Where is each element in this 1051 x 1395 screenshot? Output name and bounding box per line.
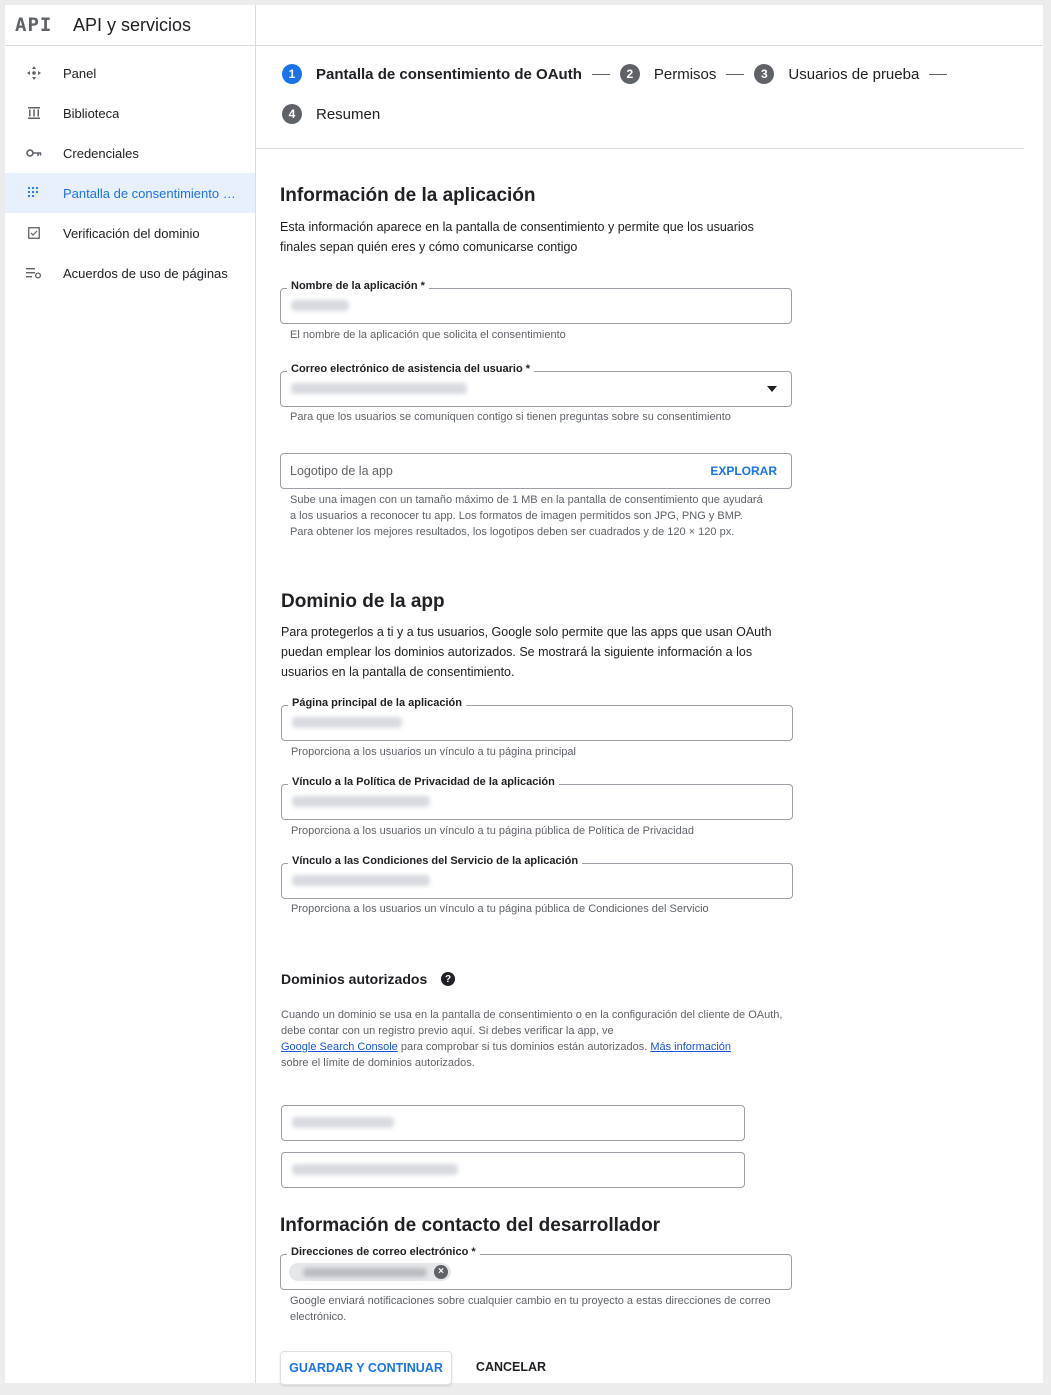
redacted-value <box>292 717 402 728</box>
step-connector <box>929 74 947 75</box>
authorized-domains-description <box>281 1007 791 1071</box>
app-window <box>5 5 1043 1383</box>
step-number: 1 <box>282 64 302 84</box>
authorized-domains-text-3: sobre el límite de dominios autorizados. <box>281 1057 475 1069</box>
authorized-domain-2-field[interactable] <box>281 1152 745 1188</box>
section-heading-authorized-domains: Dominios autorizados <box>281 971 428 987</box>
logo-upload-field[interactable] <box>280 453 792 489</box>
redacted-value <box>291 300 349 311</box>
cancel-button[interactable]: CANCELAR <box>475 1360 547 1374</box>
app-name-help: El nombre de la aplicación que solicita el consentimiento <box>290 329 566 341</box>
step-label: Permisos <box>653 65 717 83</box>
field-label: Correo electrónico de asistencia del usuario * <box>287 363 534 375</box>
sidebar-item-label: Verificación del dominio <box>63 225 200 241</box>
step-connector <box>592 74 610 75</box>
sidebar-item-domain-verification[interactable] <box>5 213 255 253</box>
developer-emails-help: Google enviará notificaciones sobre cualquier cambio en tu proyecto a estas direcciones de correo electrónico. <box>290 1295 771 1323</box>
field-label: Nombre de la aplicación * <box>287 280 429 292</box>
step-connector <box>726 74 744 75</box>
more-info-link[interactable]: Más información <box>650 1041 732 1053</box>
redacted-value <box>303 1268 427 1277</box>
redacted-value <box>291 383 467 394</box>
privacy-policy-help: Proporciona a los usuarios un vínculo a tu página pública de Política de Privacidad <box>291 825 694 837</box>
support-email-select[interactable] <box>280 363 792 407</box>
step-label: Usuarios de prueba <box>788 65 920 83</box>
app-name-field[interactable] <box>280 280 792 324</box>
logo-placeholder: Logotipo de la app <box>290 464 393 478</box>
stepper-divider <box>256 148 1024 149</box>
privacy-policy-field[interactable] <box>281 776 793 820</box>
terms-of-service-field[interactable] <box>281 855 793 899</box>
library-icon <box>5 106 63 120</box>
field-label: Direcciones de correo electrónico * <box>287 1246 480 1258</box>
settings-list-icon <box>5 267 63 279</box>
sidebar-item-credentials[interactable] <box>5 133 255 173</box>
step-scopes[interactable] <box>620 64 717 84</box>
sidebar-item-label: Biblioteca <box>63 105 120 121</box>
field-label: Vínculo a la Política de Privacidad de la aplicación <box>288 776 559 788</box>
sidebar-item-library[interactable] <box>5 93 255 133</box>
email-chip <box>289 1263 451 1281</box>
sidebar <box>5 5 256 1383</box>
google-search-console-link[interactable]: Google Search Console <box>281 1041 398 1053</box>
step-number: 4 <box>282 104 302 124</box>
authorized-domains-text-2: para comprobar si tus dominios están autorizados. <box>397 1041 651 1053</box>
close-icon[interactable]: × <box>434 1265 448 1279</box>
redacted-value <box>292 875 430 886</box>
step-number: 3 <box>754 64 774 84</box>
step-consent-screen[interactable] <box>282 64 582 84</box>
sidebar-item-label: Acuerdos de uso de páginas <box>63 265 228 281</box>
sidebar-item-label: Credenciales <box>63 145 139 161</box>
save-and-continue-button[interactable]: GUARDAR Y CONTINUAR <box>280 1351 452 1385</box>
step-summary[interactable] <box>282 104 380 124</box>
step-test-users[interactable] <box>754 64 919 84</box>
sidebar-item-page-usage-agreements[interactable] <box>5 253 255 293</box>
dashboard-icon <box>5 66 63 80</box>
sidebar-item-consent-screen[interactable] <box>5 173 255 213</box>
authorized-domains-text-1: Cuando un dominio se usa en la pantalla de consentimiento o en la configuración del cliente de OAuth, debe contar con un registro previo aquí. Si debes verificar la app, ve <box>281 1009 783 1037</box>
redacted-value <box>292 1117 394 1128</box>
sidebar-item-panel[interactable] <box>5 53 255 93</box>
support-email-help: Para que los usuarios se comuniquen contigo si tienen preguntas sobre su consentimiento <box>290 411 731 423</box>
developer-emails-field[interactable] <box>280 1246 792 1290</box>
step-label: Resumen <box>316 105 381 123</box>
consent-screen-icon <box>5 186 63 200</box>
sidebar-item-label: Pantalla de consentimiento … <box>63 185 236 201</box>
checkbox-icon <box>5 227 63 239</box>
redacted-value <box>292 1164 458 1175</box>
terms-of-service-help: Proporciona a los usuarios un vínculo a tu página pública de Condiciones del Servicio <box>291 903 709 915</box>
step-number: 2 <box>620 64 640 84</box>
logo-help: Sube una imagen con un tamaño máximo de 1 MB en la pantalla de consentimiento que ayudará a los usuarios a reconocer tu app. Los formatos de imagen permitidos son JPG, PNG y BMP. Para obtener los mejores resultados, los logotipos deben ser cuadrados y de 120 × 120 px. <box>290 494 763 538</box>
homepage-help: Proporciona a los usuarios un vínculo a tu página principal <box>291 746 576 758</box>
main-content <box>256 5 1043 1383</box>
redacted-value <box>292 796 430 807</box>
top-bar <box>256 5 1043 46</box>
homepage-field[interactable] <box>281 697 793 741</box>
key-icon <box>5 148 63 158</box>
authorized-domain-1-field[interactable] <box>281 1105 745 1141</box>
sidebar-item-label: Panel <box>63 65 97 81</box>
stepper <box>282 63 1022 125</box>
help-icon[interactable]: ? <box>441 972 455 986</box>
field-label: Página principal de la aplicación <box>288 697 466 709</box>
chevron-down-icon[interactable] <box>767 386 777 392</box>
app-title: API y servicios <box>73 14 192 35</box>
field-label: Vínculo a las Condiciones del Servicio de la aplicación <box>288 855 582 867</box>
app-domain-description: Para protegerlos a ti y a tus usuarios, Google solo permite que las apps que usan OAuth puedan emplear los dominios autorizados. Se mostrará la siguiente información a los usuarios en la pantalla de consentimiento. <box>281 625 772 679</box>
section-heading-app-domain: Dominio de la app <box>281 591 445 612</box>
section-heading-developer-contact: Información de contacto del desarrollador <box>280 1215 661 1236</box>
browse-button[interactable]: EXPLORAR <box>710 464 777 478</box>
sidebar-header <box>5 5 255 46</box>
api-logo: API <box>15 14 53 36</box>
app-info-description: Esta información aparece en la pantalla de consentimiento y permite que los usuarios finales sepan quién eres y cómo comunicarse contigo <box>280 220 754 254</box>
step-label: Pantalla de consentimiento de OAuth <box>316 65 582 83</box>
section-heading-app-info: Información de la aplicación <box>280 185 536 206</box>
